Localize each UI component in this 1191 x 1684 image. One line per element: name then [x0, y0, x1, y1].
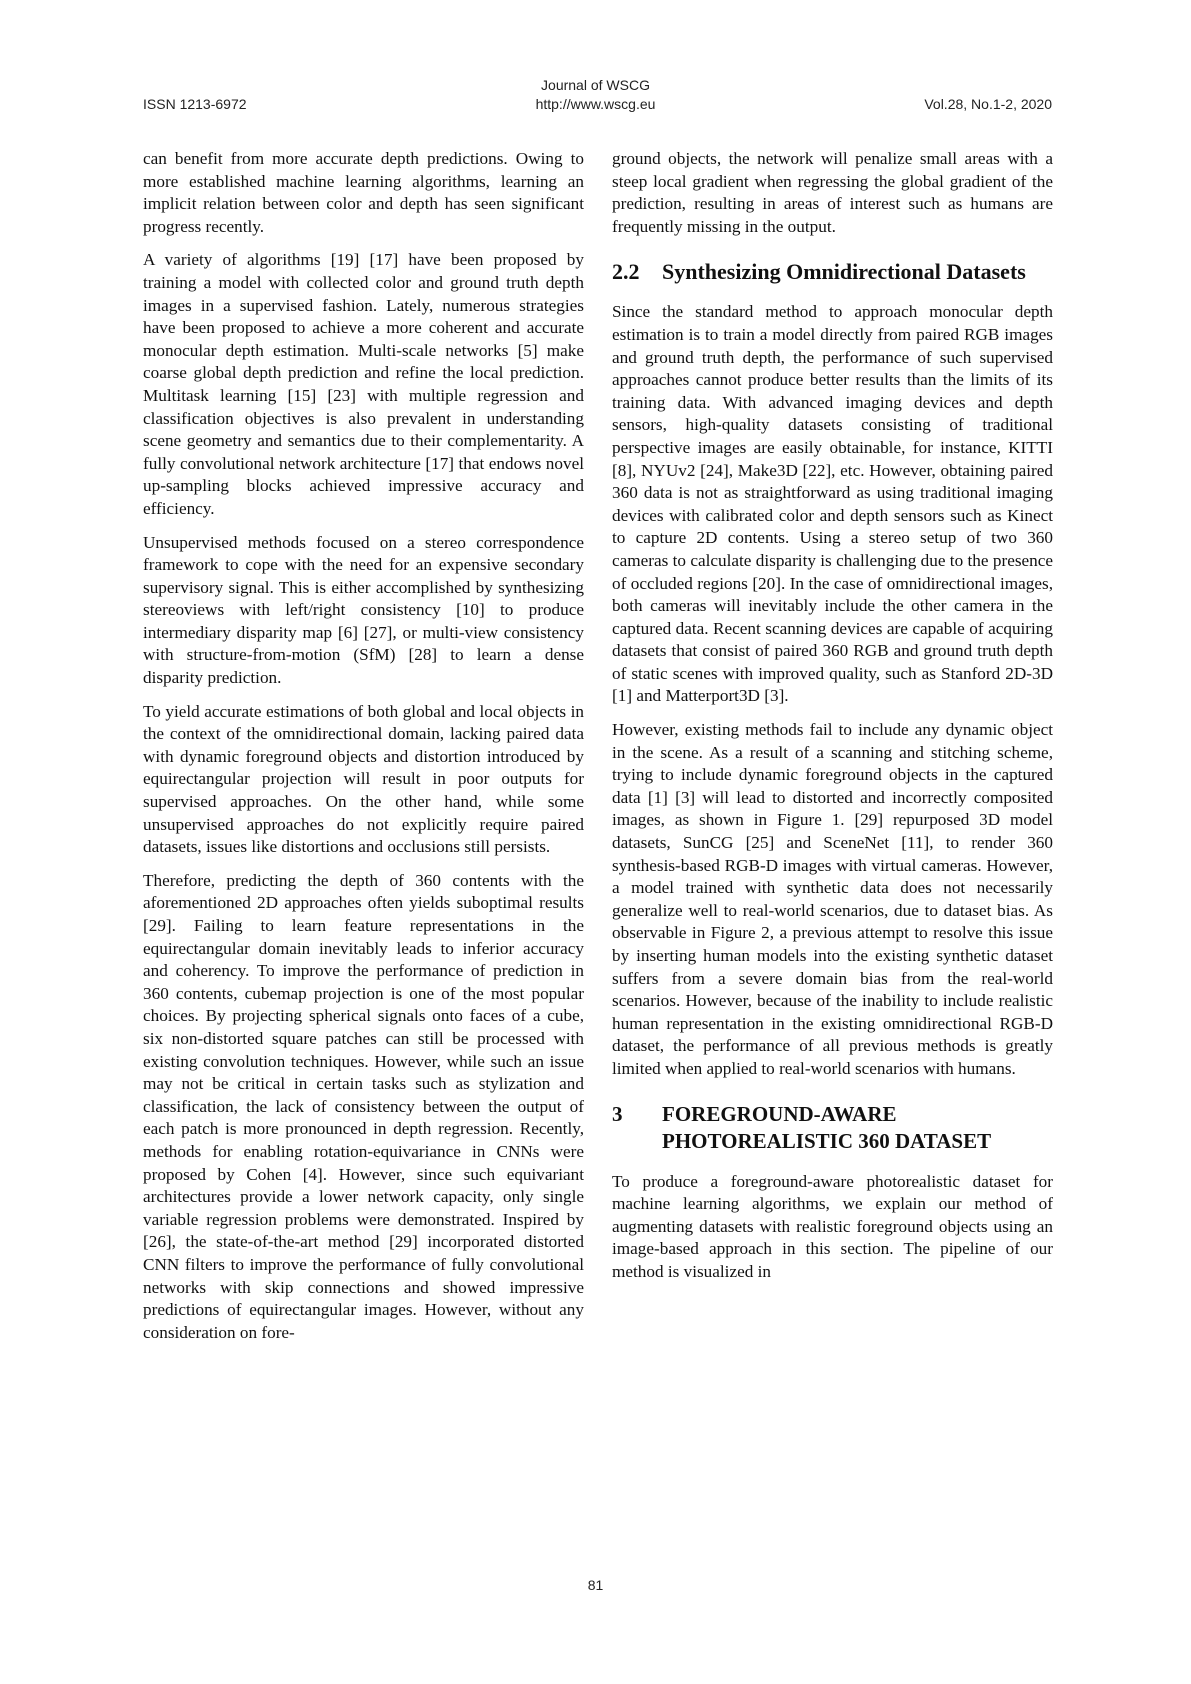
- paragraph: To produce a foreground-aware photorealistic dataset for machine learning algorithms, we explain our method of augmenting datasets with realistic foreground objects using an image-based approach in this section. The pipeline of our method is visualized in: [612, 1171, 1053, 1281]
- section-number: 2.2: [612, 259, 640, 285]
- volume-label: Vol.28, No.1-2, 2020: [924, 96, 1052, 112]
- left-column: [143, 148, 584, 1355]
- issn-label: ISSN 1213-6972: [143, 96, 247, 112]
- section-title: Synthesizing Omnidirectional Datasets: [662, 259, 1026, 285]
- section-heading-2-2: [612, 258, 1053, 285]
- journal-name: Journal of WSCG: [541, 77, 650, 93]
- journal-url: http://www.wscg.eu: [535, 96, 656, 112]
- paragraph: A variety of algorithms [19] [17] have been proposed by training a model with collected color and ground truth depth images in a supervised fashion. Lately, numerous strategies have been proposed to achieve a more coherent and accurate monocular depth estimation. Multi-scale networks [5] make coarse global depth prediction and refine the local prediction. Multitask learning [15] [23] with multiple regression and classification objectives is also prevalent in understanding scene geometry and semantics due to their complementarity. A fully convolutional network architecture [17] that endows novel up-sampling blocks achieved impressive accuracy and efficiency.: [143, 250, 584, 518]
- paragraph: However, existing methods fail to include any dynamic object in the scene. As a result of a scanning and stitching scheme, trying to include dynamic foreground objects in the captured data [1] [3] will lead to distorted and incorrectly composited images, as shown in Figure 1. [29] repurposed 3D model datasets, SunCG [25] and SceneNet [11], to render 360 synthesis-based RGB-D images with virtual cameras. However, a model trained with synthetic data does not necessarily generalize well to real-world scenarios, due to dataset bias. As observable in Figure 2, a previous attempt to resolve this issue by inserting human models into the existing synthetic dataset suffers from a severe domain bias from the real-world scenarios. However, because of the inability to include realistic human representation in the existing omnidirectional RGB-D dataset, the performance of all previous methods is greatly limited when applied to real-world scenarios with humans.: [612, 720, 1053, 1078]
- page-number: 81: [587, 1577, 604, 1593]
- section-number: 3: [612, 1101, 623, 1126]
- paragraph: To yield accurate estimations of both global and local objects in the context of the omnidirectional domain, lacking paired data with dynamic foreground objects and distortion introduced by equirectangular projection will result in poor outputs for supervised approaches. On the other hand, while some unsupervised approaches do not explicitly require paired datasets, issues like distortions and occlusions still persists.: [143, 701, 584, 857]
- paragraph: Since the standard method to approach monocular depth estimation is to train a model directly from paired RGB images and ground truth depth, the performance of such supervised approaches cannot produce better results than the limits of its training data. With advanced imaging devices and depth sensors, high-quality datasets consisting of traditional perspective images are easily obtainable, for instance, KITTI [8], NYUv2 [24], Make3D [22], etc. However, obtaining paired 360 data is not as straightforward as using traditional imaging devices with calibrated color and depth sensors such as Kinect to capture 2D contents. Using a stereo setup of two 360 cameras to calculate disparity is challenging due to the presence of occluded regions [20]. In the case of omnidirectional images, both cameras will inevitably include the other camera in the captured data. Recent scanning devices are capable of acquiring datasets that consist of paired 360 RGB and ground truth depth of static scenes with improved quality, such as Stanford 2D-3D [1] and Matterport3D [3].: [612, 302, 1053, 706]
- paragraph: Unsupervised methods focused on a stereo correspondence framework to cope with the need for an expensive secondary supervisory signal. This is either accomplished by synthesizing stereoviews with left/right consistency [10] to produce intermediary disparity map [6] [27], or multi-view consistency with structure-from-motion (SfM) [28] to learn a dense disparity prediction.: [143, 532, 584, 688]
- section-title: FOREGROUND-AWARE PHOTOREALISTIC 360 DATASET: [662, 1101, 992, 1153]
- paragraph: ground objects, the network will penalize small areas with a steep local gradient when regressing the global gradient of the prediction, resulting in areas of interest such as humans are frequently missing in the output.: [612, 149, 1053, 236]
- paragraph: Therefore, predicting the depth of 360 contents with the aforementioned 2D approaches often yields suboptimal results [29]. Failing to learn feature representations in the equirectangular domain inevitably leads to inferior accuracy and coherency. To improve the performance of prediction in 360 contents, cubemap projection is one of the most popular choices. By projecting spherical signals onto faces of a cube, six non-distorted square patches can still be processed with existing convolution techniques. However, while such an issue may not be critical in certain tasks such as stylization and classification, the lack of consistency between the output of each patch is more pronounced in depth regression. Recently, methods for enabling rotation-equivariance in CNNs were proposed by Cohen [4]. However, since such equivariant architectures provide a lower network capacity, only single variable regression problems were demonstrated. Inspired by [26], the state-of-the-art method [29] incorporated distorted CNN filters to improve the performance of fully convolutional networks with skip connections and showed impressive predictions of equirectangular images. However, without any consideration on fore-: [143, 870, 584, 1342]
- section-heading-3: [612, 1101, 1053, 1155]
- right-column: [612, 148, 1053, 1295]
- paragraph: can benefit from more accurate depth predictions. Owing to more established machine learning algorithms, learning an implicit relation between color and depth has seen significant progress recently.: [143, 149, 584, 236]
